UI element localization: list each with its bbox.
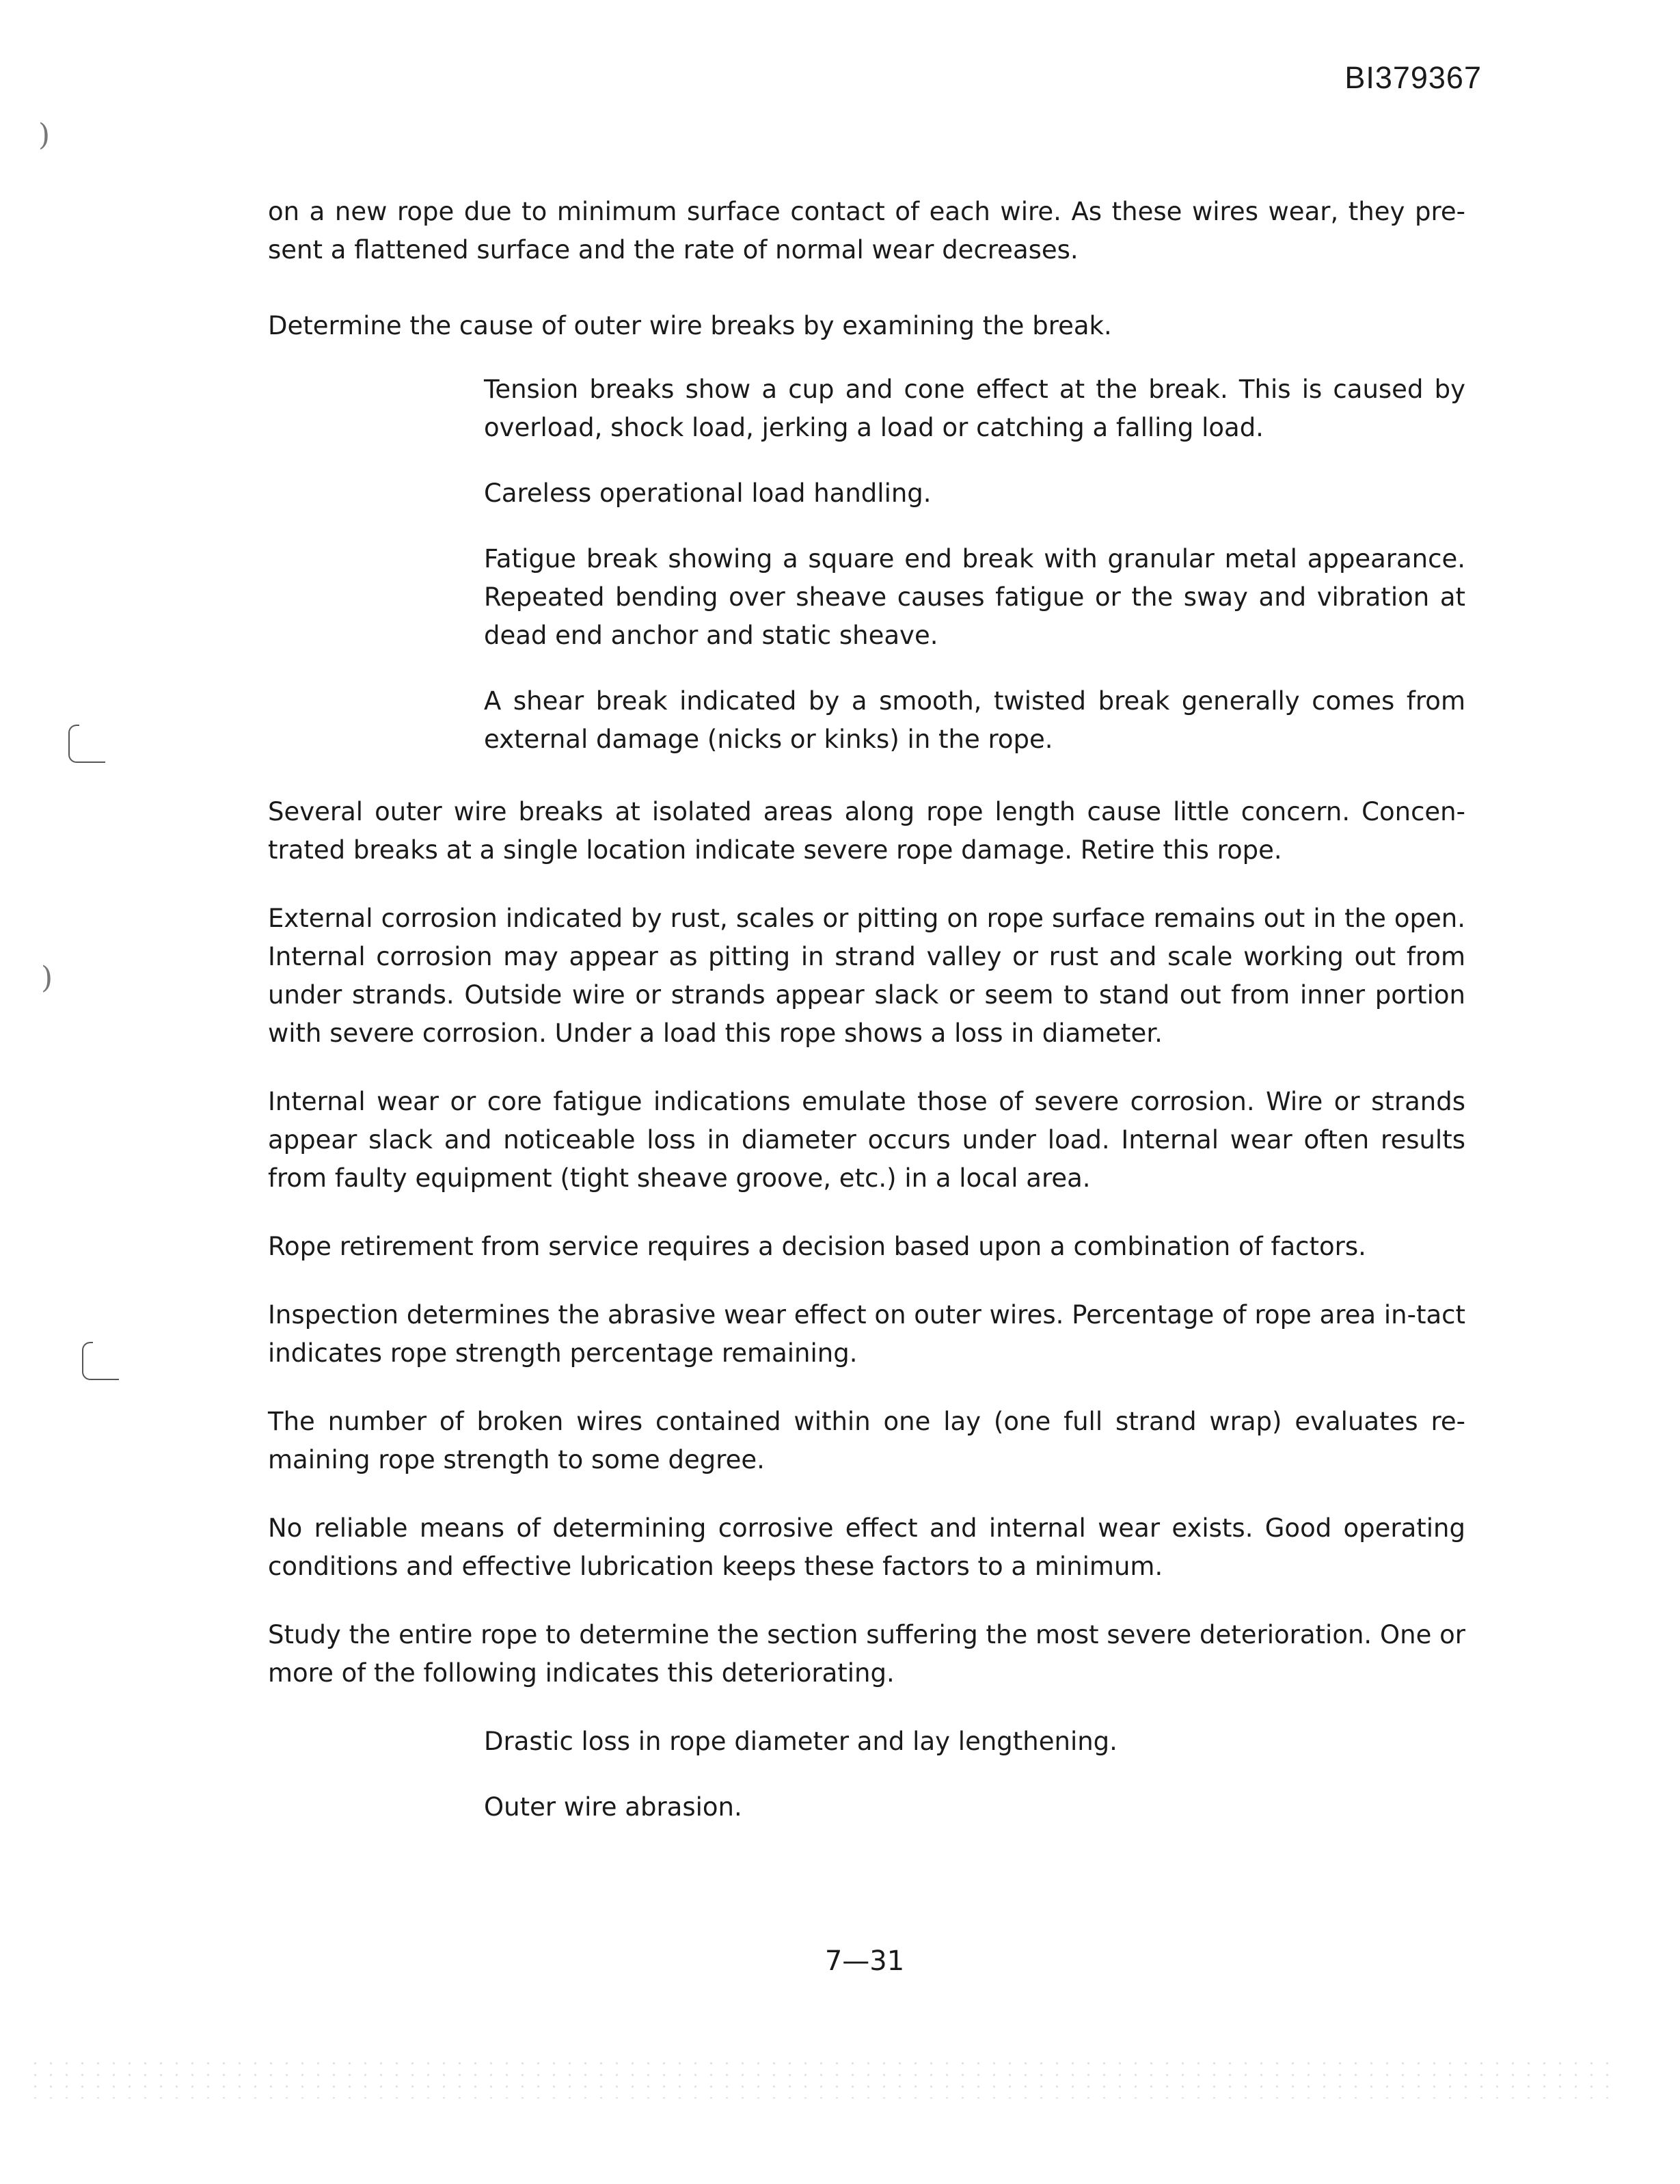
scan-artifact [27, 2058, 1613, 2099]
indented-paragraph: Tension breaks show a cup and cone effect at the break. This is caused by overload, shock load, jerking a load or catching a falling load. [484, 375, 1465, 442]
indented-paragraph: Careless operational load handling. [484, 478, 932, 508]
paragraph: Inspection determines the abrasive wear effect on outer wires. Percentage of rope area in-tact indicates rope strength percentage remaining. [268, 1300, 1465, 1368]
paragraph: No reliable means of determining corrosive effect and internal wear exists. Good operating conditions and effective lubrication keeps these factors to a minimum. [268, 1513, 1465, 1581]
hole-punch-mark [82, 1342, 93, 1380]
paragraph: Determine the cause of outer wire breaks by examining the break. [268, 311, 1112, 340]
paragraph: Study the entire rope to determine the section suffering the most severe deterioration. One or more of the following indicates this deteriorating. [268, 1620, 1465, 1688]
paragraph: on a new rope due to minimum surface contact of each wire. As these wires wear, they pre-sent a flattened surface and the rate of normal wear decreases. [268, 197, 1465, 265]
indented-paragraph: A shear break indicated by a smooth, twisted break generally comes from external damage (nicks or kinks) in the rope. [484, 686, 1465, 754]
hole-punch-mark [68, 725, 79, 763]
page-number: 7—31 [824, 1945, 905, 1977]
indented-paragraph: Drastic loss in rope diameter and lay lengthening. [484, 1727, 1117, 1756]
indented-paragraph: Outer wire abrasion. [484, 1792, 742, 1822]
document-id: BI379367 [1344, 60, 1482, 95]
paragraph: Several outer wire breaks at isolated areas along rope length cause little concern. Concen-trated breaks at a single location indicate severe rope damage. Retire this rope. [268, 797, 1465, 865]
page-body [268, 193, 1465, 1854]
margin-paren-mark: ) [41, 960, 53, 995]
margin-paren-mark: ) [38, 118, 51, 152]
paragraph: Rope retirement from service requires a decision based upon a combination of factors. [268, 1232, 1366, 1261]
paragraph: Internal wear or core fatigue indications emulate those of severe corrosion. Wire or strands appear slack and noticeable loss in diameter occurs under load. Internal wear often results from faulty equipment (tight sheave groove, etc.) in a local area. [268, 1087, 1465, 1193]
paragraph: The number of broken wires contained within one lay (one full strand wrap) evaluates re-maining rope strength to some degree. [268, 1407, 1465, 1474]
paragraph: External corrosion indicated by rust, scales or pitting on rope surface remains out in the open. Internal corrosion may appear as pitting in strand valley or rust and scale working out from under strands. Outside wire or strands appear slack or seem to stand out from inner portion with severe corrosion. Under a load this rope shows a loss in diameter. [268, 904, 1465, 1048]
indented-paragraph: Fatigue break showing a square end break with granular metal appearance. Repeated bending over sheave causes fatigue or the sway and vibration at dead end anchor and static sheave. [484, 544, 1465, 650]
